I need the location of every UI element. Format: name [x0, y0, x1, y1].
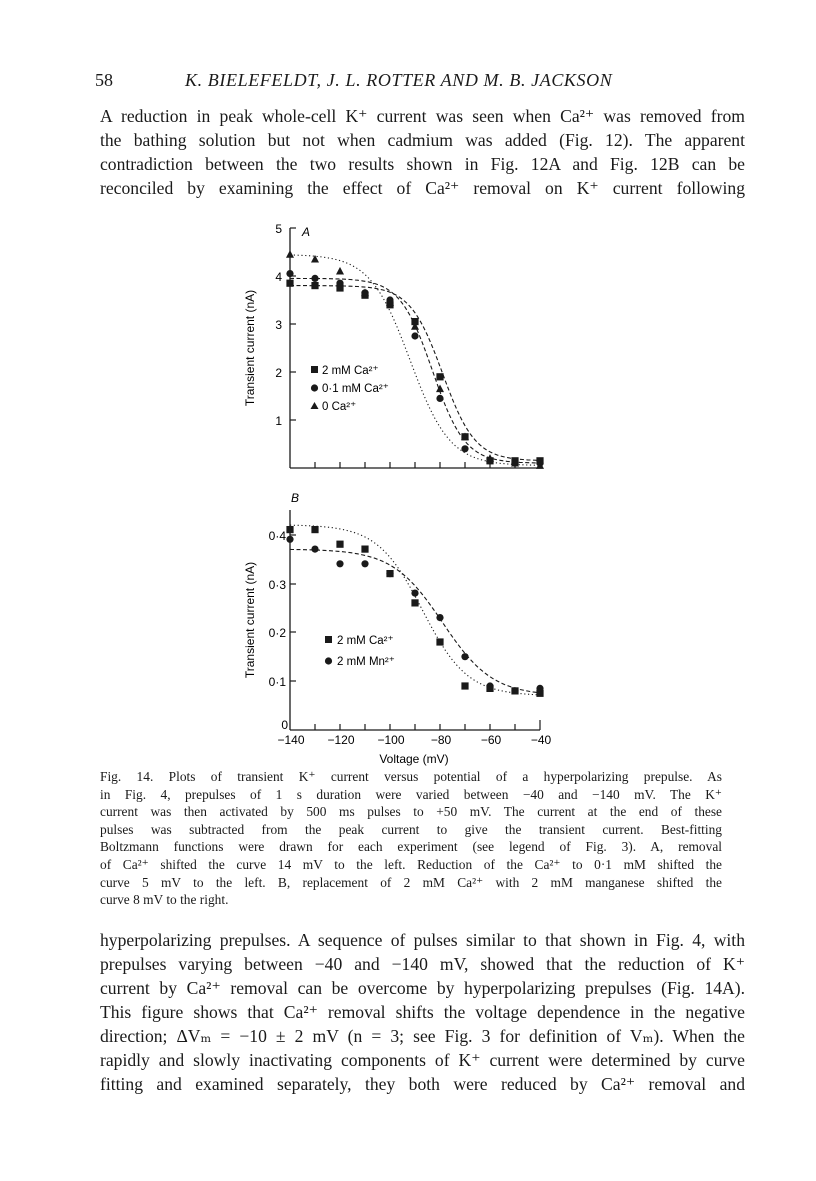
panel-b-y-tick-label: 0·2: [268, 626, 286, 640]
legend-label: 2 mM Ca²⁺: [322, 365, 379, 377]
panel-b-y-axis-label: Transient current (nA): [243, 561, 257, 679]
caption-line: curve 8 mV to the right.: [100, 892, 229, 908]
data-point-panel-b-circle: [511, 687, 518, 694]
panel-b-y-tick-label: 0: [281, 718, 288, 732]
data-point-panel-a-square: [286, 280, 293, 287]
panel-b-x-tick-label: −80: [430, 733, 452, 747]
data-point-panel-a-circle: [286, 270, 293, 277]
data-point-panel-a-square: [436, 373, 443, 380]
legend-label: 2 mM Ca²⁺: [337, 635, 394, 647]
data-point-panel-b-circle: [536, 685, 543, 692]
panel-b-x-tick-label: −100: [377, 733, 405, 747]
panel-a-plot: [243, 222, 544, 469]
panel-a-y-tick-label: 3: [275, 318, 282, 332]
legend-circle-marker: [311, 384, 318, 391]
paragraph-line: direction; ΔVₘ = −10 ± 2 mV (n = 3; see Fig. 3 for definition of Vₘ). When the: [100, 1026, 745, 1046]
caption-line: pulses was subtracted from the peak current to give the transient current. Best-fitting: [100, 821, 722, 837]
fit-curve-panel-a-2: [290, 255, 540, 465]
data-point-panel-b-circle: [286, 536, 293, 543]
panel-a-y-axis-label: Transient current (nA): [243, 289, 257, 407]
legend-label: 2 mM Mn²⁺: [337, 656, 395, 668]
data-point-panel-b-circle: [461, 653, 468, 660]
caption-line: in Fig. 4, prepulses of 1 s duration were varied between −40 and −140 mV. The K⁺: [100, 786, 722, 802]
caption-line: curve 5 mV to the left. B, replacement of 2 mM Ca²⁺ with 2 mM manganese shifted the: [100, 874, 722, 890]
paragraph-line: rapidly and slowly inactivating components of K⁺ current were determined by curve: [100, 1050, 745, 1070]
data-point-panel-a-circle: [411, 332, 418, 339]
paragraph-line: This figure shows that Ca²⁺ removal shifts the voltage dependence in the negative: [100, 1002, 745, 1022]
caption-line: of Ca²⁺ shifted the curve 14 mV to the left. Reduction of the Ca²⁺ to 0·1 mM shifted the: [100, 856, 722, 872]
fit-curve-panel-b-1: [290, 549, 540, 693]
data-point-panel-b-circle: [386, 570, 393, 577]
figure-caption: [100, 768, 722, 909]
panel-b-x-tick-label: −140: [277, 733, 305, 747]
data-point-panel-b-square: [461, 682, 468, 689]
data-point-panel-b-circle: [336, 560, 343, 567]
paragraph-line: fitting and examined separately, they both were reduced by Ca²⁺ removal and: [100, 1074, 745, 1094]
legend-triangle-marker: [311, 402, 319, 409]
panel-b-y-tick-label: 0·4: [268, 529, 286, 543]
paragraph-line: hyperpolarizing prepulses. A sequence of pulses similar to that shown in Fig. 4, with: [100, 930, 745, 950]
data-point-panel-b-circle: [361, 560, 368, 567]
data-point-panel-a-square: [311, 282, 318, 289]
data-point-panel-a-triangle: [336, 267, 344, 275]
panel-b-x-axis-label: Voltage (mV): [379, 752, 449, 766]
panel-a-y-tick-label: 4: [275, 270, 282, 284]
panel-a-y-tick-label: 1: [275, 414, 282, 428]
caption-line: current was then activated by 500 ms pulses to +50 mV. The current at the end of these: [100, 804, 722, 820]
caption-line: Fig. 14. Plots of transient K⁺ current versus potential of a hyperpolarizing prepulse. As: [100, 769, 722, 784]
panel-b-legend: [325, 635, 395, 668]
data-point-panel-b-square: [361, 546, 368, 553]
panel-a-label: A: [302, 225, 311, 239]
data-point-panel-a-circle: [436, 395, 443, 402]
data-point-panel-b-circle: [311, 546, 318, 553]
panel-a-y-tick-label: 2: [275, 366, 282, 380]
paragraph-line: current by Ca²⁺ removal can be overcome by hyperpolarizing prepulses (Fig. 14A).: [100, 978, 745, 998]
panel-b-x-tick-label: −120: [327, 733, 355, 747]
data-point-panel-a-circle: [311, 275, 318, 282]
running-head: K. BIELEFELDT, J. L. ROTTER AND M. B. JACKSON: [185, 70, 613, 90]
data-point-panel-b-circle: [411, 590, 418, 597]
paragraph-line: A reduction in peak whole-cell K⁺ current was seen when Ca²⁺ was removed from: [100, 106, 745, 126]
data-point-panel-b-circle: [436, 614, 443, 621]
data-point-panel-b-square: [286, 526, 293, 533]
paragraph-bottom: [100, 928, 745, 1096]
fit-curve-panel-b-0: [290, 525, 540, 695]
paragraph-line: contradiction between the two results shown in Fig. 12A and Fig. 12B can be: [100, 154, 745, 174]
paragraph-line: prepulses varying between −40 and −140 mV, showed that the reduction of K⁺: [100, 954, 745, 974]
data-point-panel-b-square: [436, 638, 443, 645]
panel-b-y-tick-label: 0·1: [268, 675, 286, 689]
data-point-panel-a-circle: [336, 280, 343, 287]
page-number: 58: [95, 70, 113, 90]
caption-line: Boltzmann functions were drawn for each experiment (see legend of Fig. 3). A, removal: [100, 839, 722, 855]
panel-b-plot: [243, 491, 552, 766]
legend-label: 0·1 mM Ca²⁺: [322, 383, 389, 395]
panel-b-x-tick-label: −60: [480, 733, 502, 747]
data-point-panel-a-circle: [461, 445, 468, 452]
data-point-panel-b-square: [411, 599, 418, 606]
paragraph-line: reconciled by examining the effect of Ca²⁺ removal on K⁺ current following: [100, 178, 745, 198]
panel-b-y-tick-label: 0·3: [268, 578, 286, 592]
data-point-panel-a-triangle: [286, 250, 294, 258]
legend-label: 0 Ca²⁺: [322, 401, 357, 413]
data-point-panel-a-triangle: [311, 255, 319, 263]
panel-a-legend: [311, 365, 389, 413]
paragraph-line: the bathing solution but not when cadmium was added (Fig. 12). The apparent: [100, 130, 745, 150]
legend-circle-marker: [325, 657, 332, 664]
legend-square-marker: [325, 636, 332, 643]
panel-b-x-tick-label: −40: [530, 733, 552, 747]
panel-a-y-tick-label: 5: [275, 222, 282, 236]
data-point-panel-b-circle: [486, 682, 493, 689]
panel-b-label: B: [291, 491, 300, 505]
data-point-panel-b-square: [311, 526, 318, 533]
data-point-panel-b-square: [336, 541, 343, 548]
legend-square-marker: [311, 366, 318, 373]
